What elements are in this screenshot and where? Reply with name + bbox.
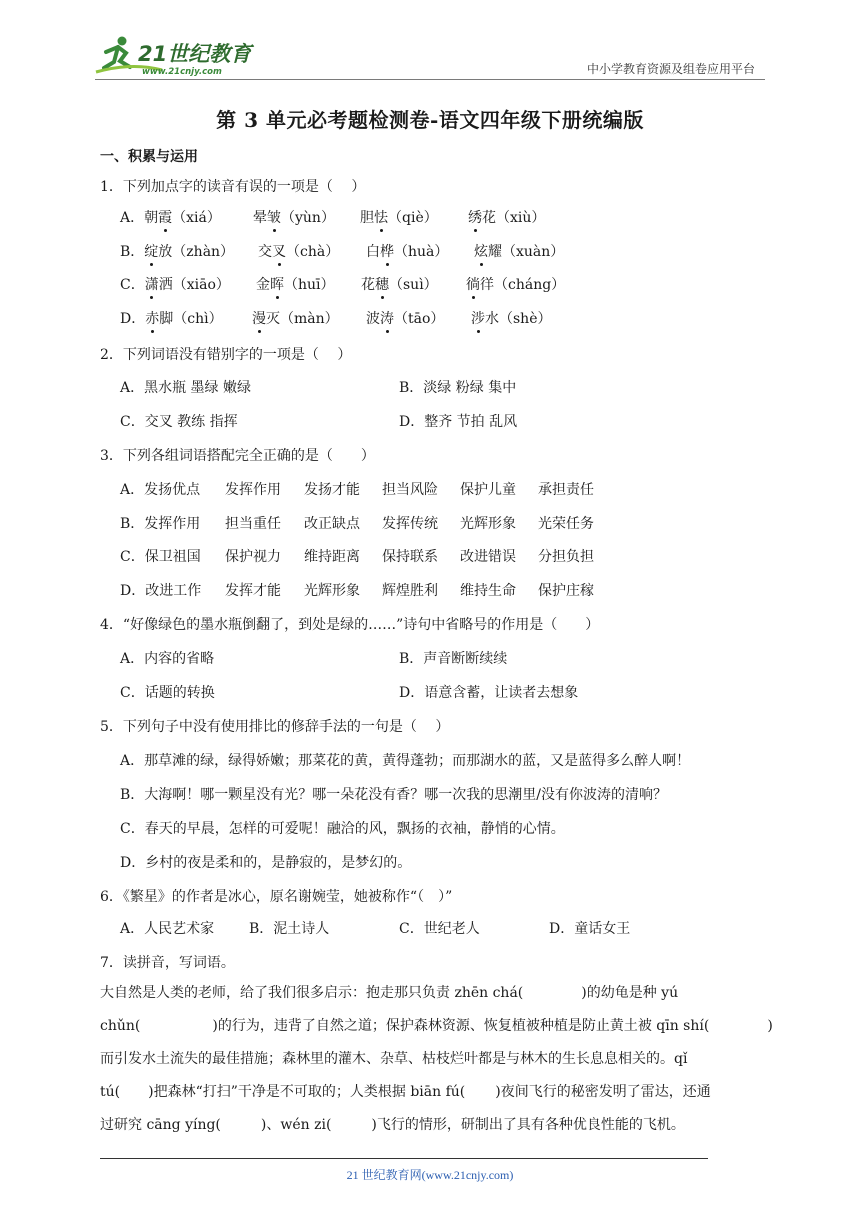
- paragraph-line-text: [100, 977, 678, 1010]
- q3-term: A．发扬优点: [120, 482, 201, 498]
- option-d: D．语意含蓄，让读者去想象: [399, 685, 579, 701]
- paragraph-segment: )夜间飞行的秘密发明了雷达，还通: [495, 1084, 711, 1100]
- q3-term: 发挥作用: [225, 482, 281, 498]
- option-text-post: 水（shè）: [485, 311, 552, 327]
- q1-option-3-1: [252, 308, 339, 328]
- header-divider: [95, 79, 765, 80]
- paragraph-line-text: [100, 1076, 711, 1109]
- question-4: 4．“好像绿色的墨水瓶倒翻了，到处是绿的……”诗句中省略号的作用是（ ）: [100, 617, 600, 633]
- paragraph-line: [100, 1043, 766, 1076]
- q3-term: 分担负担: [538, 549, 594, 565]
- q1-option-2-2: [361, 274, 438, 294]
- option-text-post: （chà）: [286, 244, 340, 260]
- option-a: A．人民艺术家: [120, 921, 215, 937]
- question-2: 2．下列词语没有错别字的一项是（ ）: [100, 347, 352, 363]
- question-5: 5．下列句子中没有使用排比的修辞手法的一句是（ ）: [100, 719, 450, 735]
- option-b: B．淡绿 粉绿 集中: [399, 380, 517, 396]
- option-text-pre: 白: [366, 244, 380, 260]
- option-c: C．交叉 教练 指挥: [120, 414, 238, 430]
- q3-term: 光荣任务: [538, 516, 594, 532]
- option-text-pre: D．: [120, 311, 146, 327]
- paragraph-segment: )、wén zi(: [260, 1117, 332, 1133]
- q3-term: 光辉形象: [460, 516, 516, 532]
- q3-term: 发扬才能: [304, 482, 360, 498]
- platform-label: 中小学教育资源及组卷应用平台: [586, 62, 755, 76]
- dotted-character: 徜: [466, 274, 480, 294]
- q1-option-2-3: [466, 274, 565, 294]
- paragraph-line: [100, 977, 766, 1010]
- runner-logo-icon: [92, 34, 262, 80]
- q1-option-0-1: [253, 207, 335, 227]
- paragraph-line: [100, 1076, 766, 1109]
- dotted-character: 涛: [380, 308, 394, 328]
- q3-term: 保持联系: [382, 549, 438, 565]
- paragraph-segment: )的幼龟是种 yú: [581, 985, 679, 1001]
- option-text-pre: 花: [361, 277, 375, 293]
- option-text-post: 耀（xuàn）: [488, 244, 565, 260]
- q1-option-1-3: [474, 241, 564, 261]
- option-text-post: （suì）: [389, 277, 438, 293]
- dotted-character: 绽: [144, 241, 158, 261]
- option-text-post: 洒（xiāo）: [158, 277, 230, 293]
- paragraph-line: [100, 1010, 773, 1043]
- dotted-character: 霞: [158, 207, 172, 227]
- option-text-post: （yùn）: [281, 210, 335, 226]
- paragraph-line-text: [100, 1109, 685, 1142]
- q1-option-3-3: [471, 308, 552, 328]
- section-heading: 一、积累与运用: [100, 149, 198, 165]
- option-text-pre: C．: [120, 277, 145, 293]
- q3-term: 保护庄稼: [538, 583, 594, 599]
- dotted-character: 皱: [267, 207, 281, 227]
- dotted-character: 涉: [471, 308, 485, 328]
- dotted-character: 赤: [145, 308, 159, 328]
- logo: [92, 34, 262, 80]
- q1-option-0-0: [120, 207, 221, 227]
- q1-option-2-1: [256, 274, 335, 294]
- q3-term: D．改进工作: [120, 583, 202, 599]
- dotted-character: 穗: [375, 274, 389, 294]
- dotted-character: 潇: [145, 274, 159, 294]
- q3-term: 发挥传统: [382, 516, 438, 532]
- dotted-character: 漫: [252, 308, 266, 328]
- q3-term: C．保卫祖国: [120, 549, 201, 565]
- footer-divider: [100, 1158, 708, 1159]
- paragraph-segment: 大自然是人类的老师，给了我们很多启示：抱走那只负责 zhēn chá(: [100, 985, 524, 1001]
- q3-term: 保护视力: [225, 549, 281, 565]
- q1-option-1-1: [258, 241, 339, 261]
- q3-term: 发挥才能: [225, 583, 281, 599]
- q3-term: B．发挥作用: [120, 516, 201, 532]
- paragraph-segment: ): [767, 1018, 773, 1034]
- q3-term: 担当风险: [382, 482, 438, 498]
- dotted-character: 桦: [380, 241, 394, 261]
- question-3: 3．下列各组词语搭配完全正确的是（ ）: [100, 448, 375, 464]
- paragraph-segment: tú(: [100, 1084, 121, 1100]
- dotted-character: 叉: [272, 241, 286, 261]
- question-7: 7．读拼音，写词语。: [100, 955, 235, 971]
- dotted-character: 炫: [474, 241, 488, 261]
- paragraph-segment: )飞行的情形，研制出了具有各种优良性能的飞机。: [371, 1117, 685, 1133]
- option-text-post: （huī）: [284, 277, 335, 293]
- option-c: C．世纪老人: [399, 921, 480, 937]
- option-text-post: （tāo）: [394, 311, 445, 327]
- dotted-character: 晖: [270, 274, 284, 294]
- q3-term: 承担责任: [538, 482, 594, 498]
- option-c: C．话题的转换: [120, 685, 215, 701]
- option-text-pre: 波: [366, 311, 380, 327]
- option-a: A．黑水瓶 墨绿 嫩绿: [120, 380, 252, 396]
- q3-term: 维持距离: [304, 549, 360, 565]
- q1-option-1-0: [120, 241, 234, 261]
- q3-term: 光辉形象: [304, 583, 360, 599]
- option-text-post: （xiá）: [172, 210, 221, 226]
- dotted-character: 绣: [468, 207, 482, 227]
- footer-text: 21 世纪教育网(www.21cnjy.com): [346, 1168, 514, 1182]
- q1-option-1-2: [366, 241, 448, 261]
- q3-term: 改进错误: [460, 549, 516, 565]
- q1-option-3-0: [120, 308, 223, 328]
- option-d: D．整齐 节拍 乱风: [399, 414, 518, 430]
- option-text-post: （huà）: [394, 244, 449, 260]
- option-text-pre: 交: [258, 244, 272, 260]
- option-text-pre: 晕: [253, 210, 267, 226]
- paragraph-segment: 而引发水土流失的最佳措施；森林里的灌木、杂草、枯枝烂叶都是与林木的生长息息相关的。qǐ: [100, 1051, 688, 1067]
- option-text-pre: B．: [120, 244, 145, 260]
- paragraph-segment: 过研究 cāng yíng(: [100, 1117, 221, 1133]
- q3-term: 改正缺点: [304, 516, 360, 532]
- option-text-post: 灭（màn）: [266, 311, 339, 327]
- option-b: B．声音断断续续: [399, 651, 508, 667]
- option-d: D．乡村的夜是柔和的，是静寂的，是梦幻的。: [120, 855, 412, 871]
- paragraph-line: [100, 1109, 766, 1142]
- option-text-post: 花（xiù）: [482, 210, 546, 226]
- paragraph-line-text: [100, 1010, 773, 1043]
- logo-text: 21世纪教育: [138, 42, 252, 66]
- option-a: A．内容的省略: [120, 651, 215, 667]
- q3-term: 保护儿童: [460, 482, 516, 498]
- dotted-character: 怯: [374, 207, 388, 227]
- q1-option-0-2: [360, 207, 438, 227]
- q3-term: 担当重任: [225, 516, 281, 532]
- logo-url: www.21cnjy.com: [142, 67, 222, 77]
- question-1: 1．下列加点字的读音有误的一项是（ ）: [100, 179, 366, 195]
- paragraph-segment: chǔn(: [100, 1018, 141, 1034]
- question-6: 6．《繁星》的作者是冰心，原名谢婉莹，她被称作“（ ）”: [100, 889, 453, 905]
- option-b: B．大海啊！哪一颗星没有光？哪一朵花没有香？哪一次我的思潮里/没有你波涛的清响？: [120, 787, 668, 803]
- option-text-post: 徉（cháng）: [480, 277, 566, 293]
- paragraph-segment: )的行为，违背了自然之道；保护森林资源、恢复植被种植是防止黄土被 qīn shí(: [212, 1018, 710, 1034]
- option-text-pre: A．朝: [120, 210, 159, 226]
- q1-option-0-3: [468, 207, 545, 227]
- q1-option-3-2: [366, 308, 444, 328]
- option-text-post: 放（zhàn）: [158, 244, 235, 260]
- option-b: B．泥土诗人: [249, 921, 330, 937]
- q3-term: 维持生命: [460, 583, 516, 599]
- option-text-post: 脚（chì）: [159, 311, 223, 327]
- q1-option-2-0: [120, 274, 230, 294]
- option-text-pre: 金: [256, 277, 270, 293]
- question-7-paragraph: [100, 977, 773, 1142]
- option-text-post: （qiè）: [388, 210, 438, 226]
- paragraph-segment: )把森林“打扫”干净是不可取的；人类根据 biān fú(: [148, 1084, 466, 1100]
- page-title: 第 3 单元必考题检测卷-语文四年级下册统编版: [216, 108, 644, 132]
- option-text-pre: 胆: [360, 210, 374, 226]
- option-d: D．童话女王: [549, 921, 631, 937]
- option-c: C．春天的早晨，怎样的可爱呢！融洽的风，飘扬的衣袖，静悄的心情。: [120, 821, 565, 837]
- option-a: A．那草滩的绿，绿得娇嫩；那菜花的黄，黄得蓬勃；而那湖水的蓝，又是蓝得多么醉人啊！: [120, 753, 691, 769]
- q3-term: 辉煌胜利: [382, 583, 438, 599]
- paragraph-line-text: [100, 1043, 687, 1076]
